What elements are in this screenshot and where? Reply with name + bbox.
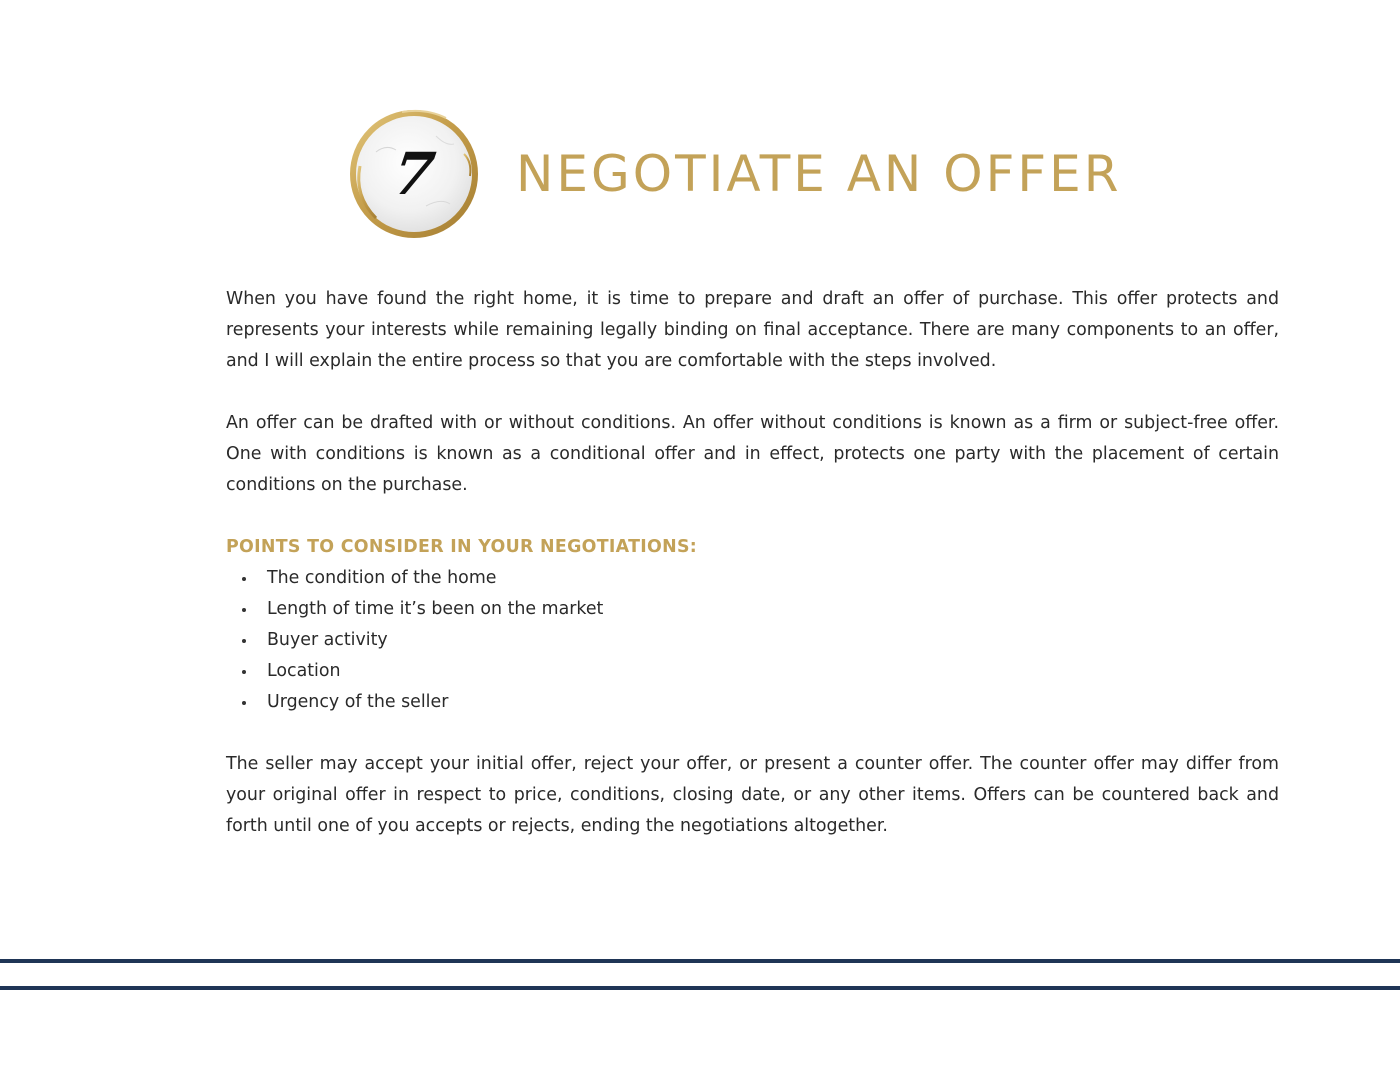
bullet-icon (242, 639, 246, 643)
list-item (226, 563, 1279, 594)
page-header (346, 104, 1121, 244)
page-title: NEGOTIATE AN OFFER (516, 145, 1122, 203)
step-badge (346, 106, 482, 242)
footer-rule-bottom (0, 986, 1400, 990)
bullet-icon (242, 670, 246, 674)
list-item (226, 656, 1279, 687)
list-item (226, 625, 1279, 656)
points-list (226, 563, 1279, 718)
points-heading: POINTS TO CONSIDER IN YOUR NEGOTIATIONS: (226, 537, 698, 557)
list-item (226, 594, 1279, 625)
step-number: 7 (389, 140, 439, 208)
main-content (226, 284, 1279, 873)
list-item-text: Buyer activity (267, 630, 388, 650)
list-item (226, 687, 1279, 718)
intro-paragraph: When you have found the right home, it is time to prepare and draft an offer of purchase. This offer protects and represents your interests while remaining legally binding on final acceptance. There are many components to an offer, and I will explain the entire process so that you are comfortable with the steps involved. (226, 289, 1279, 371)
bullet-icon (242, 577, 246, 581)
footer-rule-top (0, 959, 1400, 963)
conditions-paragraph: An offer can be drafted with or without conditions. An offer without conditions is known as a firm or subject-free offer. One with conditions is known as a conditional offer and in effect, protects one party with the placement of certain conditions on the purchase. (226, 413, 1279, 495)
list-item-text: Urgency of the seller (267, 692, 449, 712)
seller-paragraph: The seller may accept your initial offer, reject your offer, or present a counter offer. The counter offer may differ from your original offer in respect to price, conditions, closing date, or any other items. Offers can be countered back and forth until one of you accepts or rejects, ending the negotiations altogether. (226, 754, 1279, 836)
bullet-icon (242, 701, 246, 705)
bullet-icon (242, 608, 246, 612)
list-item-text: Length of time it’s been on the market (267, 599, 604, 619)
list-item-text: Location (267, 661, 341, 681)
list-item-text: The condition of the home (267, 568, 497, 588)
